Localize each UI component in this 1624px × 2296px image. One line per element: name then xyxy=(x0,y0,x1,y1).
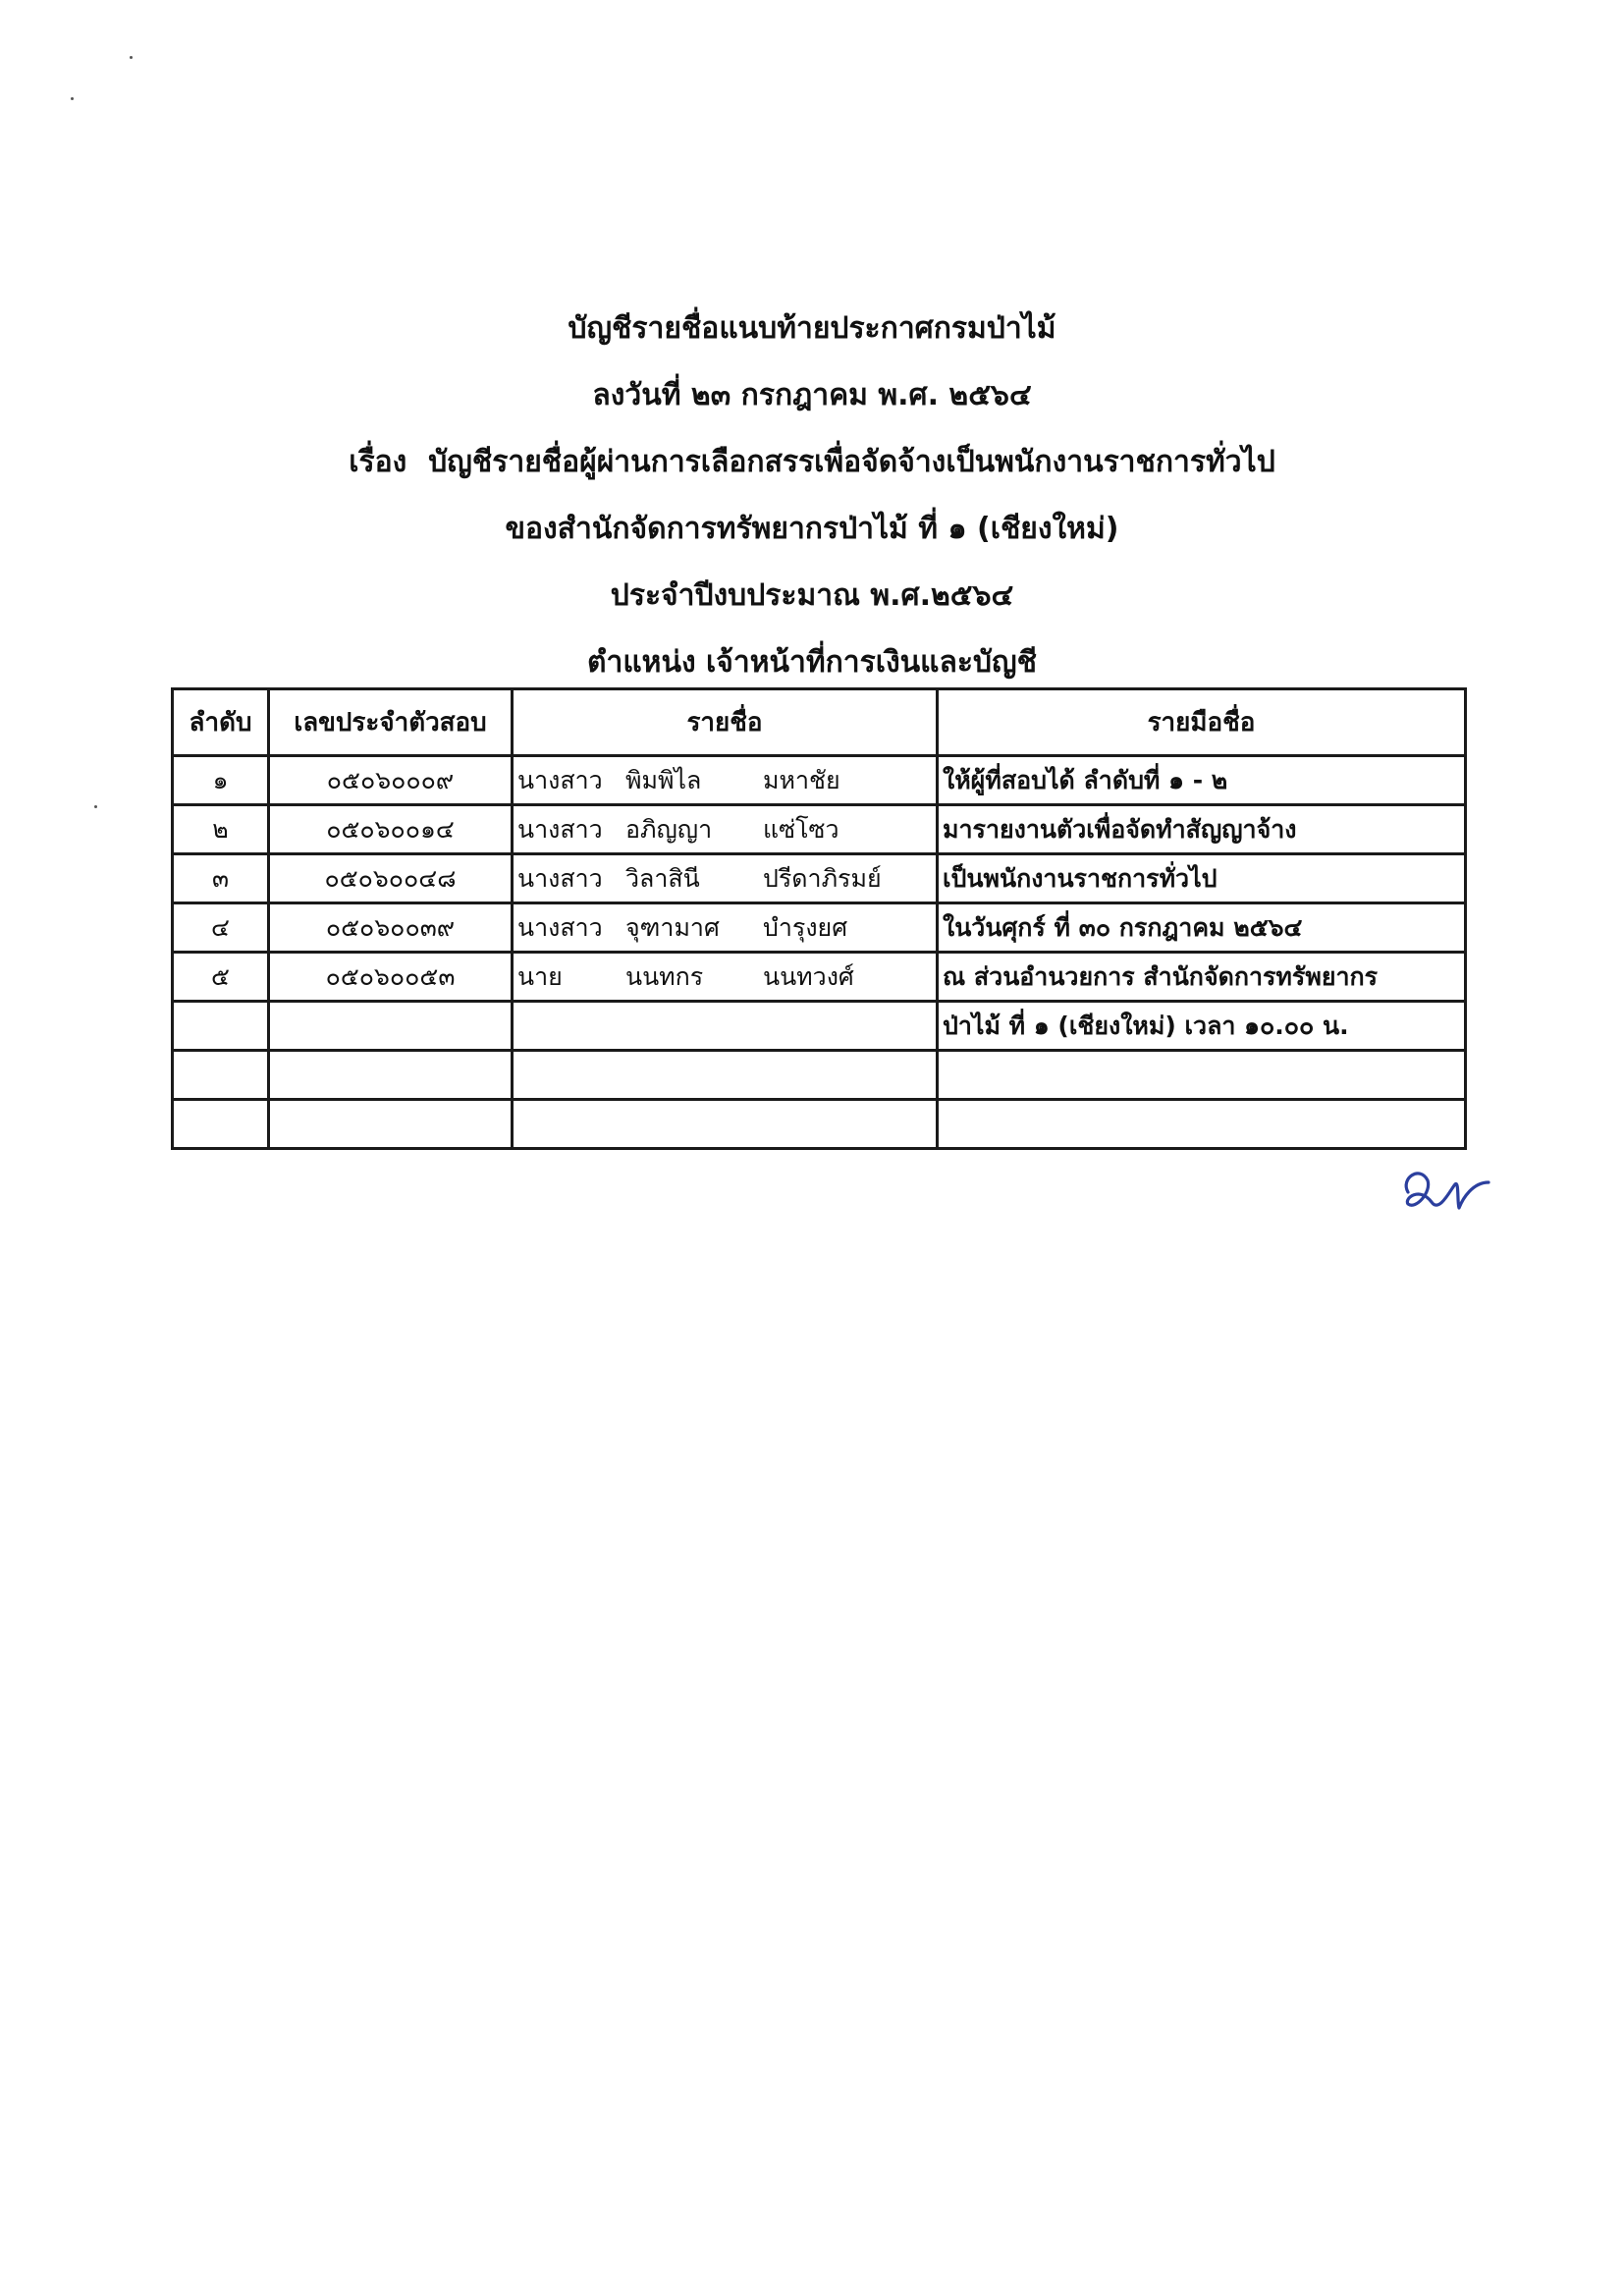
table-row xyxy=(173,805,1466,854)
cell-order xyxy=(173,1002,269,1051)
table-row xyxy=(173,1051,1466,1100)
table-row xyxy=(173,1100,1466,1149)
name-first: วิลาสินี xyxy=(625,863,700,893)
name-first: จุฑามาศ xyxy=(625,912,720,942)
cell-name xyxy=(513,805,938,854)
cell-exam-id: ๐๕๐๖๐๐๑๔ xyxy=(269,805,513,854)
cell-name xyxy=(513,854,938,903)
scan-speck xyxy=(71,97,74,100)
table-row xyxy=(173,854,1466,903)
header-date: ลงวันที่ ๒๓ กรกฎาคม พ.ศ. ๒๕๖๔ xyxy=(592,378,1032,412)
cell-name xyxy=(513,1100,938,1149)
subject-text: บัญชีรายชื่อผู้ผ่านการเลือกสรรเพื่อจัดจ้างเป็นพนักงานราชการทั่วไป xyxy=(428,445,1275,479)
cell-note xyxy=(938,1051,1466,1100)
header-office: ของสำนักจัดการทรัพยากรป่าไม้ ที่ ๑ (เชียงใหม่) xyxy=(505,512,1119,546)
table-row xyxy=(173,903,1466,953)
cell-name xyxy=(513,953,938,1002)
name-last: ปรีดาภิรมย์ xyxy=(763,863,882,893)
name-first: นนทกร xyxy=(625,961,704,991)
cell-exam-id xyxy=(269,1002,513,1051)
header-subject xyxy=(0,440,1624,507)
cell-note: เป็นพนักงานราชการทั่วไป xyxy=(938,854,1466,903)
candidate-table xyxy=(171,687,1467,1150)
cell-note: ณ ส่วนอำนวยการ สำนักจัดการทรัพยากร xyxy=(938,953,1466,1002)
name-title: นางสาว xyxy=(517,765,603,794)
cell-order: ๑ xyxy=(173,756,269,805)
cell-exam-id: ๐๕๐๖๐๐๕๓ xyxy=(269,953,513,1002)
cell-note xyxy=(938,1100,1466,1149)
table-row xyxy=(173,1002,1466,1051)
name-last: บำรุงยศ xyxy=(763,912,848,942)
name-last: นนทวงศ์ xyxy=(763,961,854,991)
cell-exam-id xyxy=(269,1051,513,1100)
table-row xyxy=(173,953,1466,1002)
cell-exam-id: ๐๕๐๖๐๐๔๘ xyxy=(269,854,513,903)
cell-order: ๔ xyxy=(173,903,269,953)
cell-name xyxy=(513,903,938,953)
header-signature: รายมือชื่อ xyxy=(938,689,1466,756)
cell-note: ในวันศุกร์ ที่ ๓๐ กรกฎาคม ๒๕๖๔ xyxy=(938,903,1466,953)
name-first: อภิญญา xyxy=(625,814,713,844)
name-title: นางสาว xyxy=(517,912,603,942)
document-header xyxy=(0,306,1624,707)
cell-order: ๕ xyxy=(173,953,269,1002)
header-position: ตำแหน่ง เจ้าหน้าที่การเงินและบัญชี xyxy=(587,645,1037,680)
name-first: พิมพิไล xyxy=(625,765,702,794)
cell-order xyxy=(173,1100,269,1149)
name-last: แซ่โซว xyxy=(763,814,839,844)
header-name: รายชื่อ xyxy=(513,689,938,756)
handwritten-initials xyxy=(1394,1159,1502,1228)
table-body xyxy=(173,756,1466,1149)
header-exam-id: เลขประจำตัวสอบ xyxy=(269,689,513,756)
cell-exam-id xyxy=(269,1100,513,1149)
subject-label: เรื่อง xyxy=(349,445,407,479)
cell-order xyxy=(173,1051,269,1100)
cell-exam-id: ๐๕๐๖๐๐๓๙ xyxy=(269,903,513,953)
name-title: นาย xyxy=(517,961,563,991)
header-title: บัญชีรายชื่อแนบท้ายประกาศกรมป่าไม้ xyxy=(568,311,1056,346)
cell-order: ๒ xyxy=(173,805,269,854)
name-last: มหาชัย xyxy=(763,765,840,794)
table-header-row xyxy=(173,689,1466,756)
cell-name xyxy=(513,756,938,805)
cell-order: ๓ xyxy=(173,854,269,903)
cell-note: ให้ผู้ที่สอบได้ ลำดับที่ ๑ - ๒ xyxy=(938,756,1466,805)
cell-exam-id: ๐๕๐๖๐๐๐๙ xyxy=(269,756,513,805)
cell-note: ป่าไม้ ที่ ๑ (เชียงใหม่) เวลา ๑๐.๐๐ น. xyxy=(938,1002,1466,1051)
cell-note: มารายงานตัวเพื่อจัดทำสัญญาจ้าง xyxy=(938,805,1466,854)
scan-speck xyxy=(130,56,133,59)
header-fiscal-year: ประจำปีงบประมาณ พ.ศ.๒๕๖๔ xyxy=(610,578,1014,613)
cell-name xyxy=(513,1051,938,1100)
table-row xyxy=(173,756,1466,805)
scan-speck xyxy=(94,805,97,808)
name-title: นางสาว xyxy=(517,863,603,893)
header-order: ลำดับ xyxy=(173,689,269,756)
cell-name xyxy=(513,1002,938,1051)
name-title: นางสาว xyxy=(517,814,603,844)
